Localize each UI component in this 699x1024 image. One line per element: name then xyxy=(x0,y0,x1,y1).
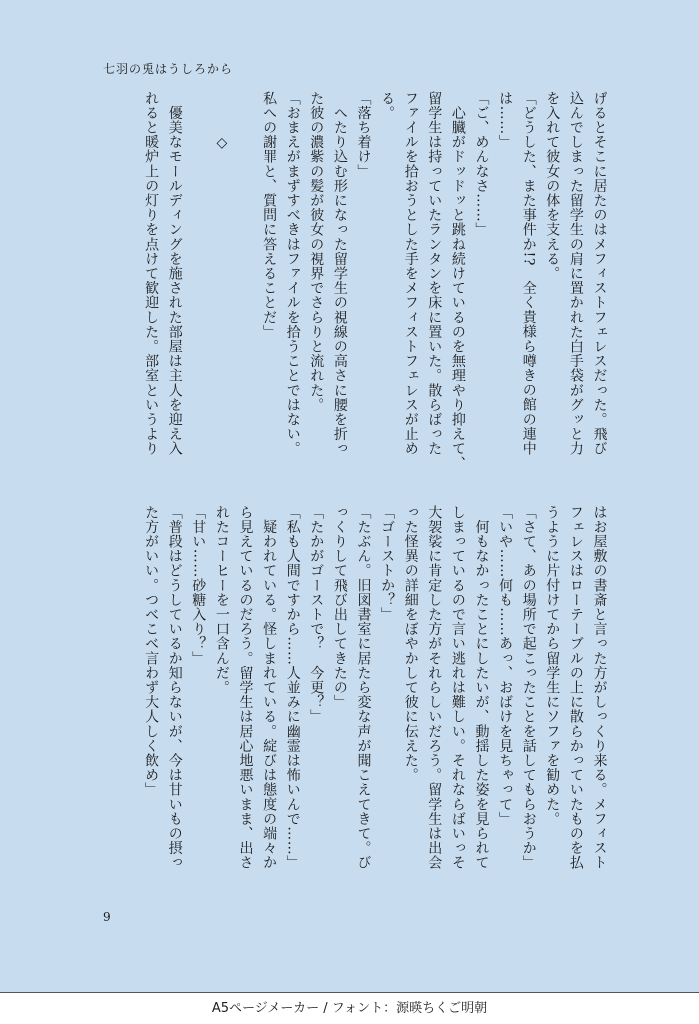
text-column: 込んでしまった留学生の肩に置かれた白手袋がグッと力 xyxy=(567,91,584,456)
text-column: げるとそこに居たのはメフィストフェレスだった。飛び xyxy=(591,91,608,456)
text-column: うように片付けてから留学生にソファを勧めた。 xyxy=(544,505,561,827)
footer-credit: A5ページメーカー / フォント：源暎ちくご明朝 xyxy=(211,1001,488,1016)
text-column: を入れて彼女の体を支える。 xyxy=(544,91,561,281)
text-column: はお屋敷の書斎と言った方がしっくり来る。メフィスト xyxy=(591,505,608,870)
text-column: 「たかがゴーストで？ 今更？」 xyxy=(308,505,325,724)
text-column: 留学生は持っていたランタンを床に置いた。散らばった xyxy=(426,91,443,456)
text-column: れたコーヒーを一口含んだ。 xyxy=(213,505,230,695)
text-column: 心臓がドッドッと跳ね続けているのを無理やり抑えて、 xyxy=(449,91,466,471)
text-column: ファイルを拾おうとした手をメフィストフェレスが止め xyxy=(402,91,419,456)
text-column: 「甘い……砂糖入り？」 xyxy=(190,505,207,666)
text-column: 「さて、あの場所で起こったことを話してもらおうか」 xyxy=(520,505,537,870)
text-column: フェレスはローテーブルの上に散らかっていたものを払 xyxy=(567,505,584,870)
text-column: 「普段はどうしているか知らないが、今は甘いもの摂っ xyxy=(166,505,183,870)
text-column: 「たぶん。旧図書室に居たら変な声が聞こえてきて。び xyxy=(355,505,372,870)
text-column: ら見えているのだろう。留学生は居心地悪いまま、出さ xyxy=(237,505,254,870)
text-column: 「私も人間ですから……人並みに幽霊は怖いんで……」 xyxy=(284,505,301,870)
text-column: しまっているので言い逃れは難しい。それならばいっそ xyxy=(449,505,466,870)
text-column: れると暖炉上の灯りを点けて歓迎した。部室というより xyxy=(143,91,160,456)
text-column: 「いや……何も……あっ、おばけを見ちゃって」 xyxy=(497,505,514,827)
page-number: 9 xyxy=(103,910,111,924)
running-title: 七羽の兎はうしろから xyxy=(103,62,234,76)
text-column: った怪異の詳細をぼやかして彼に伝えた。 xyxy=(402,505,419,783)
text-column: 「どうした、また事件か!? 全く貴様ら噂きの館の連中 xyxy=(520,91,537,456)
text-column: た彼の濃紫の髪が彼女の視界でさらりと流れた。 xyxy=(308,91,325,413)
text-column: ◇ xyxy=(213,91,230,152)
text-column: る。 xyxy=(379,91,396,121)
text-column: 何もなかったことにしたいが、動揺した姿を見られて xyxy=(473,505,490,870)
text-column: は……」 xyxy=(497,91,514,150)
text-column: 「落ち着け」 xyxy=(355,91,372,179)
text-column: へたり込む形になった留学生の視線の高さに腰を折っ xyxy=(331,91,348,456)
text-column: 私への謝罪と、質問に答えることだ」 xyxy=(261,91,278,340)
page-bottom-edge xyxy=(0,992,699,993)
text-column: 大袈裟に肯定した方がそれらしいだろう。留学生は出会 xyxy=(426,505,443,870)
text-column: っくりして飛び出してきたの」 xyxy=(331,505,348,710)
text-column: 「ゴーストか？」 xyxy=(379,505,396,622)
text-column: 「ご、めんなさ……」 xyxy=(473,91,490,237)
text-column: 疑われている。怪しまれている。綻びは態度の端々か xyxy=(261,505,278,870)
text-column: た方がいい。つべこべ言わず大人しく飲め」 xyxy=(143,505,160,797)
text-column: 「おまえがまずすべきはファイルを拾うことではない。 xyxy=(284,91,301,456)
text-column: 優美なモールディングを施された部屋は主人を迎え入 xyxy=(166,91,183,456)
